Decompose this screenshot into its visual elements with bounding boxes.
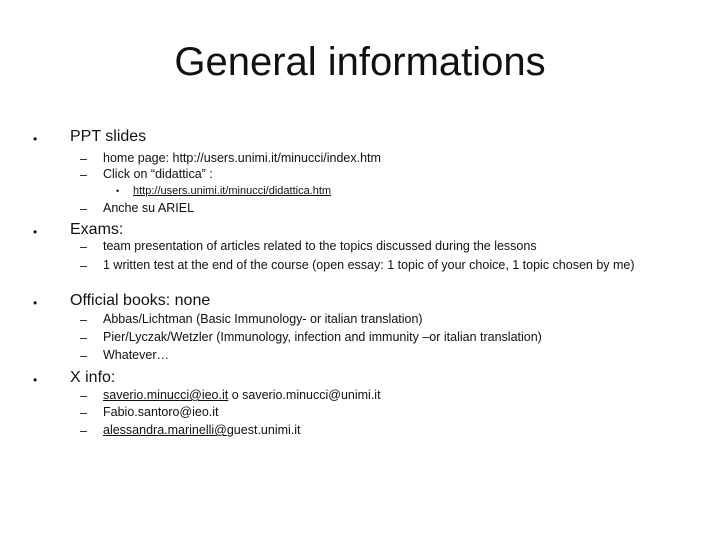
- item-team-presentation: team presentation of articles related to the topics discussed during the lessons: [103, 239, 537, 253]
- section-bullet: •: [33, 225, 38, 239]
- item-home-page: home page: http://users.unimi.it/minucci/index.htm: [103, 151, 381, 165]
- email-text-minucci: o saverio.minucci@unimi.it: [228, 388, 381, 402]
- sub-bullet: •: [116, 186, 120, 196]
- item-dash: –: [80, 406, 87, 420]
- section-bullet: •: [33, 132, 38, 146]
- section-label-exams: Exams:: [70, 221, 124, 238]
- item-dash: –: [80, 202, 87, 216]
- item-whatever: Whatever…: [103, 348, 169, 362]
- item-dash: –: [80, 331, 87, 345]
- didattica-link[interactable]: http://users.unimi.it/minucci/didattica.htm: [133, 185, 332, 197]
- section-bullet: •: [33, 373, 38, 387]
- item-dash: –: [80, 259, 87, 273]
- email-link-marinelli[interactable]: alessandra.marinelli@: [103, 423, 227, 437]
- item-dash: –: [80, 168, 87, 182]
- section-bullet: •: [33, 296, 38, 310]
- item-dash: –: [80, 389, 87, 403]
- slide-title: General informations: [174, 40, 546, 84]
- item-dash: –: [80, 349, 87, 363]
- section-label-ppt-slides: PPT slides: [70, 128, 147, 145]
- item-click-didattica: Click on “didattica” :: [103, 167, 213, 181]
- item-email-marinelli: [103, 424, 301, 437]
- item-pier-lyczak-wetzler: Pier/Lyczak/Wetzler (Immunology, infection and immunity –or italian translation): [103, 330, 542, 344]
- item-dash: –: [80, 313, 87, 327]
- section-label-x-info: X info:: [70, 369, 116, 386]
- item-dash: –: [80, 424, 87, 438]
- item-email-minucci: [103, 389, 381, 402]
- item-written-test: 1 written test at the end of the course (open essay: 1 topic of your choice, 1 topic chosen by me): [103, 258, 635, 272]
- item-dash: –: [80, 152, 87, 166]
- item-ariel: Anche su ARIEL: [103, 201, 195, 215]
- email-link-minucci[interactable]: saverio.minucci@ieo.it: [103, 388, 229, 402]
- item-email-santoro: Fabio.santoro@ieo.it: [103, 405, 219, 419]
- item-abbas-lichtman: Abbas/Lichtman (Basic Immunology- or italian translation): [103, 312, 423, 326]
- item-dash: –: [80, 240, 87, 254]
- email-text-marinelli: guest.unimi.it: [226, 423, 301, 437]
- section-label-official-books: Official books: none: [70, 292, 211, 309]
